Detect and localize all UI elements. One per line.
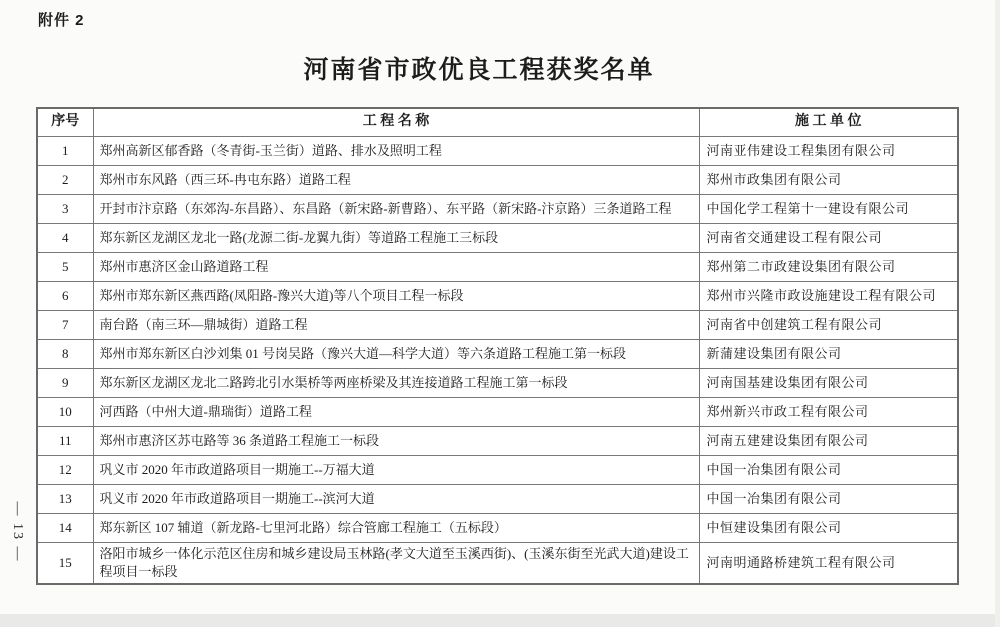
row-index: 11 <box>37 426 93 455</box>
table-row <box>37 310 958 339</box>
table-row <box>37 281 958 310</box>
row-index: 7 <box>37 310 93 339</box>
row-index: 4 <box>37 223 93 252</box>
row-contractor: 中国化学工程第十一建设有限公司 <box>699 194 958 223</box>
row-project-name: 巩义市 2020 年市政道路项目一期施工--滨河大道 <box>93 484 699 513</box>
table-row <box>37 165 958 194</box>
row-project-name: 郑州市惠济区苏屯路等 36 条道路工程施工一标段 <box>93 426 699 455</box>
page-title: 河南省市政优良工程获奖名单 <box>303 56 655 84</box>
attachment-label: 附件 2 <box>38 12 85 29</box>
row-index: 14 <box>37 513 93 542</box>
header-index: 序号 <box>37 108 93 136</box>
table-row <box>37 542 958 584</box>
row-project-name: 河西路（中州大道-鼎瑞街）道路工程 <box>93 397 699 426</box>
row-project-name: 洛阳市城乡一体化示范区住房和城乡建设局玉林路(孝文大道至玉溪西街)、(玉溪东街至光武大道)建设工程项目一标段 <box>93 542 699 584</box>
header-contractor: 施 工 单 位 <box>699 108 958 136</box>
row-index: 15 <box>37 542 93 584</box>
table-row <box>37 194 958 223</box>
table-row <box>37 397 958 426</box>
table-row <box>37 513 958 542</box>
row-index: 9 <box>37 368 93 397</box>
row-project-name: 郑州市郑东新区燕西路(凤阳路-豫兴大道)等八个项目工程一标段 <box>93 281 699 310</box>
table-header-row <box>37 108 958 136</box>
row-project-name: 郑东新区 107 辅道（新龙路-七里河北路）综合管廊工程施工（五标段） <box>93 513 699 542</box>
row-project-name: 开封市汴京路（东郊沟-东昌路）、东昌路（新宋路-新曹路）、东平路（新宋路-汴京路）三条道路工程 <box>93 194 699 223</box>
row-contractor: 中恒建设集团有限公司 <box>699 513 958 542</box>
row-project-name: 郑州市惠济区金山路道路工程 <box>93 252 699 281</box>
row-contractor: 河南省中创建筑工程有限公司 <box>699 310 958 339</box>
row-index: 2 <box>37 165 93 194</box>
table-row <box>37 136 958 165</box>
row-index: 10 <box>37 397 93 426</box>
row-contractor: 河南明通路桥建筑工程有限公司 <box>699 542 958 584</box>
page-edge-right <box>995 0 1000 627</box>
page-edge-bottom <box>0 614 1000 627</box>
row-contractor: 河南亚伟建设工程集团有限公司 <box>699 136 958 165</box>
row-project-name: 郑州高新区郁香路（冬青街-玉兰街）道路、排水及照明工程 <box>93 136 699 165</box>
row-index: 6 <box>37 281 93 310</box>
row-project-name: 南台路（南三环—鼎城街）道路工程 <box>93 310 699 339</box>
page-number: — 13 — <box>10 501 25 563</box>
row-contractor: 郑州新兴市政工程有限公司 <box>699 397 958 426</box>
row-contractor: 河南五建建设集团有限公司 <box>699 426 958 455</box>
row-index: 13 <box>37 484 93 513</box>
row-contractor: 郑州市政集团有限公司 <box>699 165 958 194</box>
table-row <box>37 368 958 397</box>
table-row <box>37 223 958 252</box>
row-index: 3 <box>37 194 93 223</box>
row-contractor: 郑州市兴隆市政设施建设工程有限公司 <box>699 281 958 310</box>
row-project-name: 郑东新区龙湖区龙北二路跨北引水渠桥等两座桥梁及其连接道路工程施工第一标段 <box>93 368 699 397</box>
row-contractor: 郑州第二市政建设集团有限公司 <box>699 252 958 281</box>
row-contractor: 新蒲建设集团有限公司 <box>699 339 958 368</box>
award-table <box>36 107 959 585</box>
table-row <box>37 339 958 368</box>
row-index: 1 <box>37 136 93 165</box>
table-row <box>37 426 958 455</box>
table-body <box>37 136 958 584</box>
row-project-name: 郑州市东风路（西三环-冉屯东路）道路工程 <box>93 165 699 194</box>
row-contractor: 中国一冶集团有限公司 <box>699 455 958 484</box>
row-contractor: 河南省交通建设工程有限公司 <box>699 223 958 252</box>
row-project-name: 巩义市 2020 年市政道路项目一期施工--万福大道 <box>93 455 699 484</box>
table-row <box>37 484 958 513</box>
row-index: 12 <box>37 455 93 484</box>
row-contractor: 河南国基建设集团有限公司 <box>699 368 958 397</box>
row-project-name: 郑州市郑东新区白沙刘集 01 号岗吴路（豫兴大道—科学大道）等六条道路工程施工第一标段 <box>93 339 699 368</box>
table-row <box>37 455 958 484</box>
row-index: 8 <box>37 339 93 368</box>
header-project-name: 工 程 名 称 <box>93 108 699 136</box>
table-row <box>37 252 958 281</box>
row-index: 5 <box>37 252 93 281</box>
row-project-name: 郑东新区龙湖区龙北一路(龙源二街-龙翼九街）等道路工程施工三标段 <box>93 223 699 252</box>
row-contractor: 中国一冶集团有限公司 <box>699 484 958 513</box>
